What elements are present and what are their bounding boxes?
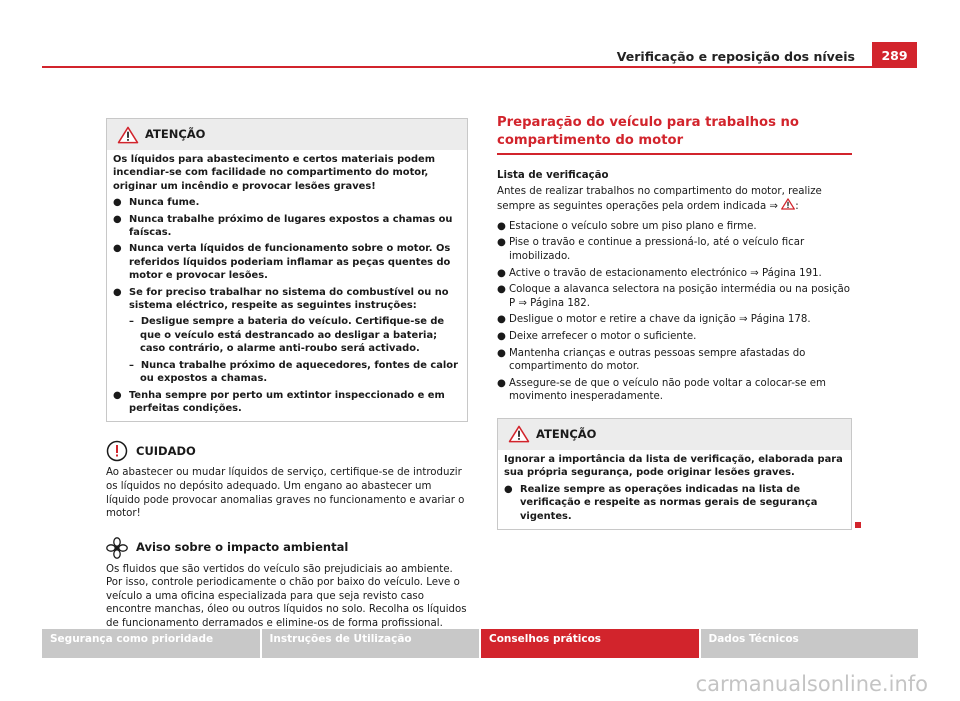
environment-flower-icon bbox=[106, 537, 128, 559]
caution-heading bbox=[106, 440, 468, 462]
warning-triangle-icon bbox=[508, 425, 530, 443]
checklist-item: ● Deixe arrefecer o motor o suficiente. bbox=[497, 330, 697, 342]
checklist-item: ● Coloque a alavanca selectora na posição intermédia ou na posição P ⇒ Página 182. bbox=[497, 284, 851, 309]
warning-body bbox=[107, 150, 467, 421]
checklist-title: Lista de verificação bbox=[497, 170, 609, 181]
checklist-item: ● Pise o travão e continue a pressioná-lo, até o veículo ficar imobilizado. bbox=[497, 237, 805, 262]
inline-warning-icon bbox=[781, 198, 795, 210]
warning-body bbox=[498, 450, 851, 529]
footer-nav bbox=[42, 629, 918, 658]
tab-seguranca[interactable]: Segurança como prioridade bbox=[42, 629, 260, 658]
caution-title: CUIDADO bbox=[136, 443, 196, 458]
warning-box bbox=[497, 418, 852, 530]
caution-icon bbox=[106, 440, 128, 462]
warning-intro: Ignorar a importância da lista de verificação, elaborada para sua própria segurança, pode originar lesões graves. bbox=[504, 453, 843, 479]
warning-bullet: ● Se for preciso trabalhar no sistema do combustível ou no sistema eléctrico, respeite as seguintes instruções: bbox=[113, 286, 449, 312]
right-column bbox=[497, 114, 852, 530]
right-warning-wrap bbox=[497, 418, 852, 530]
tab-conselhos-praticos[interactable]: Conselhos práticos bbox=[481, 629, 699, 658]
warning-bullet: ● Realize sempre as operações indicadas na lista de verificação e respeite as normas gerais de segurança vigentes. bbox=[504, 483, 818, 522]
checklist-item: ● Desligue o motor e retire a chave da ignição ⇒ Página 178. bbox=[497, 314, 811, 326]
page-number: 289 bbox=[872, 42, 917, 67]
warning-box-header bbox=[498, 419, 851, 450]
warning-intro: Os líquidos para abastecimento e certos materiais podem incendiar-se com facilidade no compartimento do motor, originar um incêndio e provocar lesões graves! bbox=[113, 154, 436, 192]
environment-title: Aviso sobre o impacto ambiental bbox=[136, 539, 349, 554]
warning-subbullet: – Nunca trabalhe próximo de aquecedores, fontes de calor ou expostos a chamas. bbox=[129, 359, 458, 385]
checklist-intro: Antes de realizar trabalhos no compartimento do motor, realize sempre as seguintes operações pela ordem indicada ⇒ : bbox=[497, 185, 822, 213]
tab-dados-tecnicos[interactable]: Dados Técnicos bbox=[701, 629, 919, 658]
checklist-item: ● Estacione o veículo sobre um piso plano e firme. bbox=[497, 220, 757, 232]
warning-box-header bbox=[107, 119, 467, 150]
warning-title: ATENÇÃO bbox=[145, 126, 206, 141]
environment-text: Os fluidos que são vertidos do veículo são prejudiciais ao ambiente. Por isso, controle periodicamente o chão por baixo do veículo. Leve o veículo a uma oficina especializada para que seja revisto caso encontre manchas, óleo ou outros líquidos no solo. Recolha os líquidos de funcionamento derramados e elimine-os de forma profissional. bbox=[106, 563, 468, 645]
watermark: carmanualsonline.info bbox=[695, 672, 928, 696]
warning-bullet: ● Tenha sempre por perto um extintor inspeccionado e em perfeitas condições. bbox=[113, 389, 445, 414]
environment-heading bbox=[106, 537, 468, 559]
running-header-title: Verificação e reposição dos níveis bbox=[616, 49, 855, 64]
checklist-item: ● Assegure-se de que o veículo não pode voltar a colocar-se em movimento inesperadamente. bbox=[497, 377, 826, 403]
caution-text: Ao abastecer ou mudar líquidos de serviço, certifique-se de introduzir os líquidos no depósito adequado. Um engano ao abastecer um líquido pode provocar anomalias graves no funcionamento e avariar o motor! bbox=[106, 467, 465, 520]
warning-subbullet: – Desligue sempre a bateria do veículo. Certifique-se de que o veículo está destrancado ao desligar a bateria; caso contrário, o alarme anti-roubo será activado. bbox=[129, 316, 445, 355]
tab-instrucoes[interactable]: Instruções de Utilização bbox=[262, 629, 480, 658]
checklist-item: ● Mantenha crianças e outras pessoas sempre afastadas do compartimento do motor. bbox=[497, 347, 806, 373]
end-marker bbox=[855, 522, 861, 528]
warning-bullet: ● Nunca fume. bbox=[113, 197, 200, 209]
header-rule bbox=[42, 66, 917, 68]
left-column bbox=[106, 118, 468, 644]
warning-bullet: ● Nunca trabalhe próximo de lugares expostos a chamas ou faíscas. bbox=[113, 213, 453, 239]
checklist-item: ● Active o travão de estacionamento electrónico ⇒ Página 191. bbox=[497, 267, 822, 279]
warning-triangle-icon bbox=[117, 126, 139, 144]
warning-box bbox=[106, 118, 468, 422]
warning-title: ATENÇÃO bbox=[536, 426, 597, 441]
section-heading: Preparação do veículo para trabalhos no compartimento do motor bbox=[497, 114, 852, 155]
warning-bullet: ● Nunca verta líquidos de funcionamento sobre o motor. Os referidos líquidos poderiam inflamar as peças quentes do motor e provocar lesões. bbox=[113, 243, 451, 282]
